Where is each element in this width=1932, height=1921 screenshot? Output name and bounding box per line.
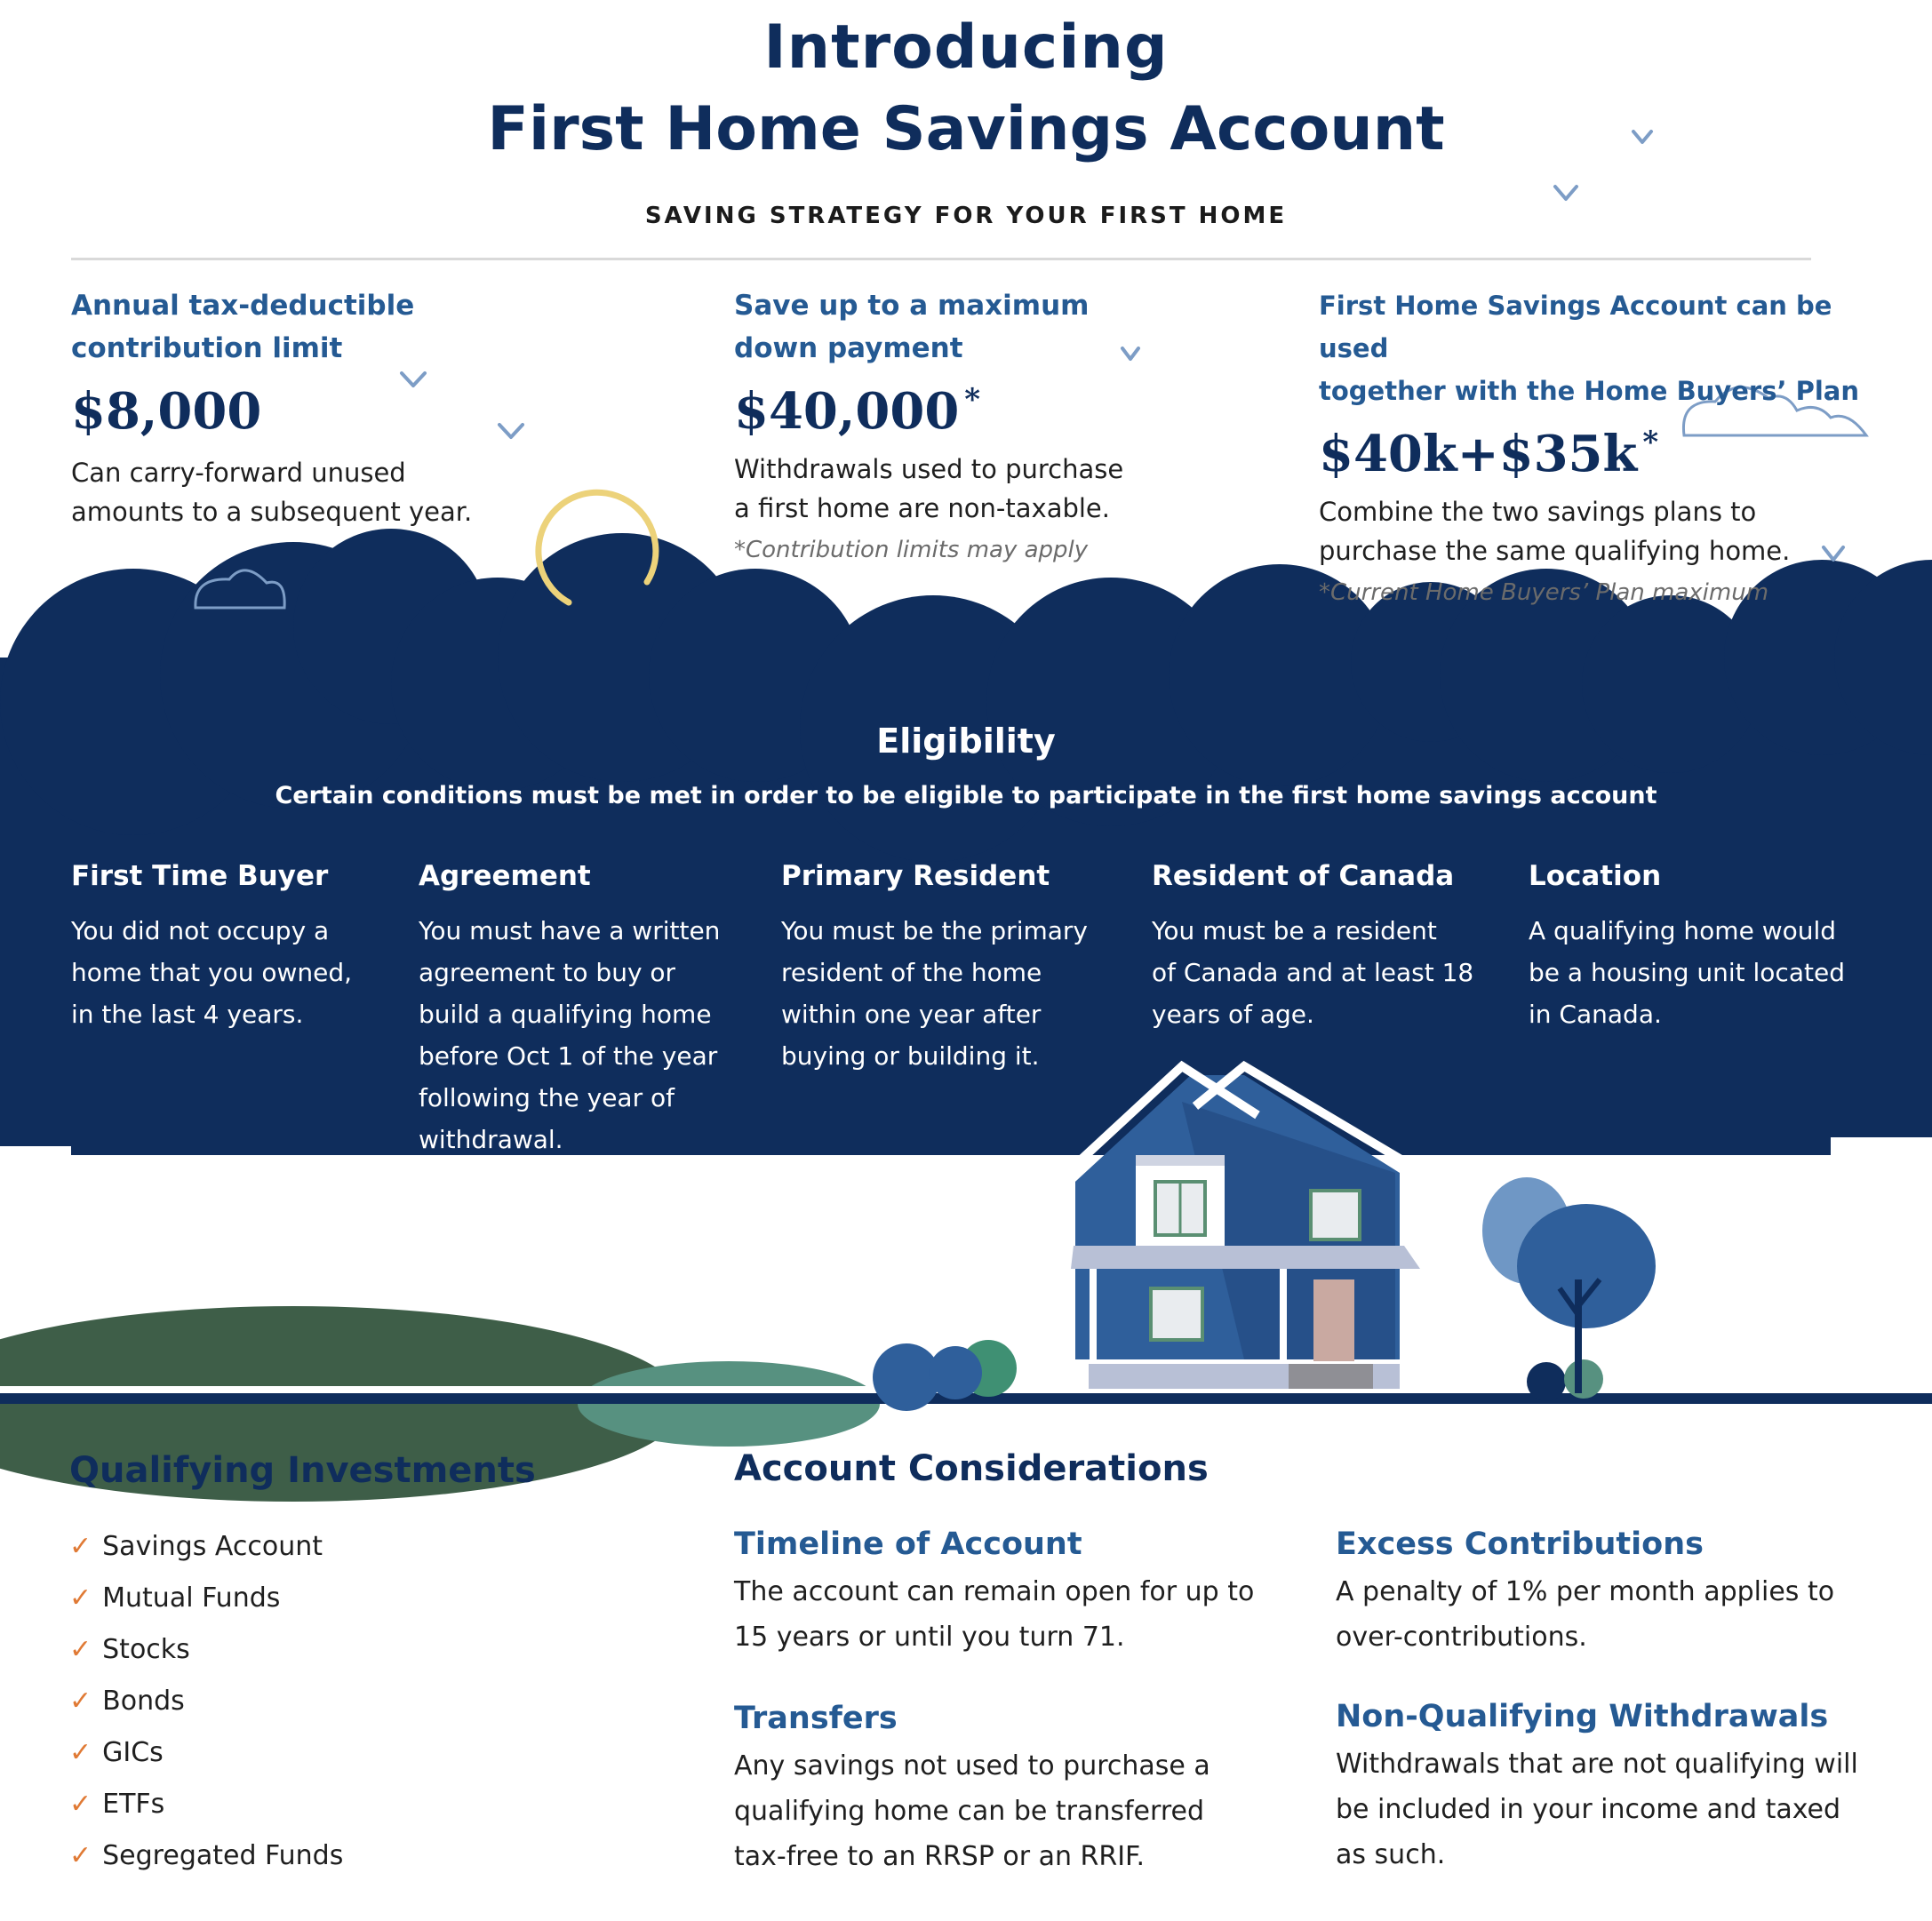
card-amount [71, 382, 569, 441]
eligibility-text-line: in Canada. [1529, 1000, 1662, 1029]
eligibility-title: Eligibility [876, 721, 1056, 761]
list-item [69, 1573, 514, 1624]
eligibility-text-line: You must have a written [419, 916, 721, 945]
check-icon: ✓ [69, 1634, 92, 1665]
consideration-heading: Transfers [734, 1701, 898, 1736]
eligibility-text-line: following the year of [419, 1083, 675, 1112]
eligibility-text-line: resident of the home [781, 958, 1042, 987]
card-amount [734, 382, 1232, 441]
card-amount-asterisk: * [1642, 425, 1659, 460]
eligibility-heading: Resident of Canada [1152, 860, 1455, 892]
card-heading-line2: down payment [734, 332, 963, 364]
consideration-text-line: 15 years or until you turn 71. [734, 1622, 1125, 1653]
list-item-label: Stocks [102, 1634, 190, 1665]
eligibility-heading: Agreement [419, 860, 591, 892]
page-subtitle: SAVING STRATEGY FOR YOUR FIRST HOME [644, 203, 1288, 229]
card-down-payment [734, 284, 1232, 563]
eligibility-agreement [419, 860, 756, 1160]
eligibility-heading: First Time Buyer [71, 860, 329, 892]
consideration-text-line: A penalty of 1% per month applies to [1336, 1576, 1835, 1607]
eligibility-text-line: withdrawal. [419, 1125, 563, 1154]
card-text-line1: Can carry-forward unused [71, 458, 406, 488]
consideration-text-line: tax-free to an RRSP or an RRIF. [734, 1841, 1146, 1872]
list-item-label: Mutual Funds [102, 1582, 281, 1614]
eligibility-first-time-buyer [71, 860, 373, 1035]
card-contribution-limit [71, 284, 569, 531]
eligibility-text-line: in the last 4 years. [71, 1000, 304, 1029]
consideration-text-line: Any savings not used to purchase a [734, 1750, 1210, 1782]
card-text-line2: amounts to a subsequent year. [71, 497, 473, 527]
eligibility-text-line: before Oct 1 of the year [419, 1041, 718, 1071]
card-amount-asterisk: * [964, 382, 981, 418]
consideration-excess-contributions [1336, 1526, 1922, 1660]
check-icon: ✓ [69, 1686, 92, 1717]
card-heading-line1: Save up to a maximum [734, 290, 1090, 322]
eligibility-text-line: years of age. [1152, 1000, 1314, 1029]
consideration-text-line: qualifying home can be transferred [734, 1796, 1204, 1827]
investments-title: Qualifying Investments [69, 1450, 536, 1491]
page-title-line1: Introducing [763, 12, 1169, 83]
list-item-label: GICs [102, 1737, 164, 1768]
list-item [69, 1624, 514, 1676]
investments-list [69, 1521, 514, 1882]
consideration-heading: Timeline of Account [734, 1526, 1082, 1562]
card-note: *Contribution limits may apply [734, 537, 1089, 563]
card-text-line1: Combine the two savings plans to [1319, 497, 1757, 527]
eligibility-subtitle: Certain conditions must be met in order to be eligible to participate in the first home savings account [275, 782, 1657, 809]
page-title-line2: First Home Savings Account [487, 94, 1445, 164]
eligibility-text-line: You must be the primary [781, 916, 1088, 945]
card-note: *Current Home Buyers’ Plan maximum [1319, 579, 1769, 606]
card-heading-line2: contribution limit [71, 332, 343, 364]
list-item [69, 1779, 514, 1830]
eligibility-text-line: build a qualifying home [419, 1000, 712, 1029]
card-text-line2: purchase the same qualifying home. [1319, 536, 1791, 566]
consideration-non-qualifying-withdrawals [1336, 1699, 1922, 1877]
card-heading-line1: Annual tax-deductible [71, 290, 415, 322]
list-item-label: Segregated Funds [102, 1840, 344, 1871]
list-item-label: ETFs [102, 1789, 165, 1820]
eligibility-resident-of-canada [1152, 860, 1498, 1035]
consideration-text-line: be included in your income and taxed [1336, 1794, 1841, 1825]
card-heading-line1: First Home Savings Account can be used [1319, 291, 1832, 363]
check-icon: ✓ [69, 1840, 92, 1871]
eligibility-text-line: home that you owned, [71, 958, 353, 987]
eligibility-text-line: be a housing unit located [1529, 958, 1845, 987]
eligibility-location [1529, 860, 1902, 1035]
card-home-buyers-plan [1319, 284, 1905, 606]
eligibility-heading: Location [1529, 860, 1662, 892]
consideration-text-line: over-contributions. [1336, 1622, 1587, 1653]
card-amount-value: $40k+$35k [1319, 425, 1638, 483]
consideration-text-line: Withdrawals that are not qualifying will [1336, 1749, 1858, 1780]
consideration-transfers [734, 1701, 1303, 1879]
consideration-timeline [734, 1526, 1303, 1660]
card-heading-line2: together with the Home Buyers’ Plan [1319, 376, 1859, 406]
eligibility-text-line: You must be a resident [1152, 916, 1437, 945]
consideration-text-line: The account can remain open for up to [734, 1576, 1255, 1607]
card-amount-value: $40,000 [734, 382, 960, 441]
eligibility-heading: Primary Resident [781, 860, 1050, 892]
card-text-line1: Withdrawals used to purchase [734, 454, 1124, 484]
list-item [69, 1521, 514, 1573]
list-item-label: Savings Account [102, 1531, 323, 1562]
eligibility-text-line: within one year after [781, 1000, 1042, 1029]
card-text-line2: a first home are non-taxable. [734, 493, 1110, 523]
eligibility-text-line: A qualifying home would [1529, 916, 1837, 945]
list-item [69, 1727, 514, 1779]
eligibility-text-line: You did not occupy a [71, 916, 330, 945]
card-amount-value: $8,000 [71, 382, 262, 441]
eligibility-text-line: buying or building it. [781, 1041, 1040, 1071]
list-item [69, 1676, 514, 1727]
considerations-title: Account Considerations [734, 1448, 1209, 1489]
consideration-heading: Non-Qualifying Withdrawals [1336, 1699, 1829, 1734]
consideration-text-line: as such. [1336, 1839, 1446, 1870]
consideration-heading: Excess Contributions [1336, 1526, 1704, 1562]
card-amount [1319, 425, 1905, 483]
check-icon: ✓ [69, 1582, 92, 1614]
check-icon: ✓ [69, 1789, 92, 1820]
list-item [69, 1830, 514, 1882]
check-icon: ✓ [69, 1737, 92, 1768]
check-icon: ✓ [69, 1531, 92, 1562]
eligibility-primary-resident [781, 860, 1119, 1077]
eligibility-text-line: of Canada and at least 18 [1152, 958, 1474, 987]
eligibility-text-line: agreement to buy or [419, 958, 676, 987]
list-item-label: Bonds [102, 1686, 185, 1717]
header-divider [71, 258, 1811, 260]
